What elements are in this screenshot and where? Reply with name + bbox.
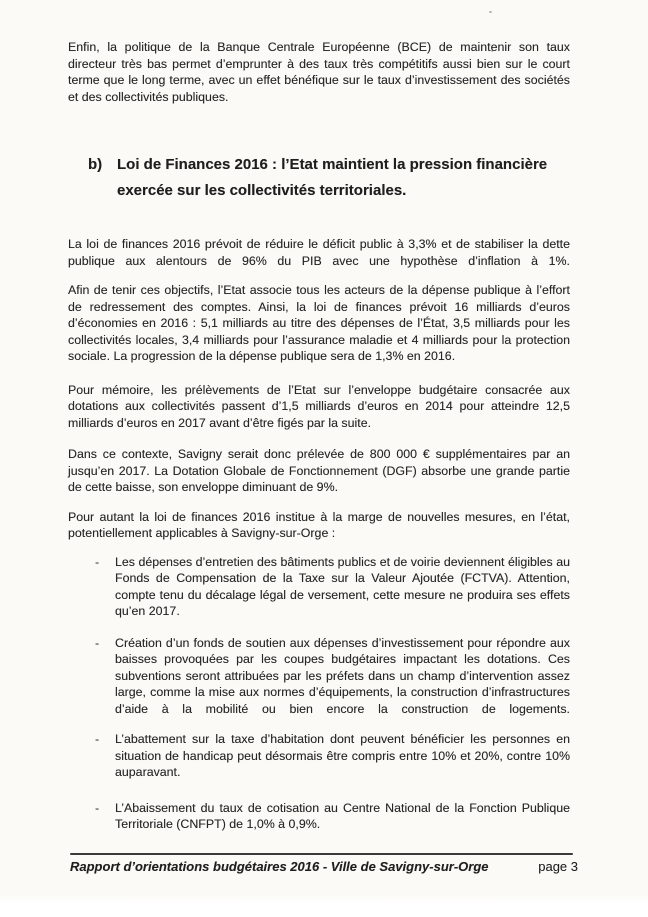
bullet-text: L’Abaissement du taux de cotisation au Centre National de la Fonction Publique Territoriale (CNFPT) de 1,0% à 0,9%. [115,800,570,831]
paragraph: La loi de finances 2016 prévoit de réduire le déficit public à 3,3% et de stabiliser la dette publique aux alentours de 96% du PIB avec une hypothèse d’inflation à 1%. [68,237,570,268]
bullet-dash: - [95,554,100,569]
bullet-text: Les dépenses d’entretien des bâtiments publics et de voirie deviennent éligibles au Fonds de Compensation de la Taxe sur la Valeur Ajoutée (FCTVA). Attention, compte tenu du décalage légal de versement, cette mesure ne produira ses effets qu’en 2017. [115,554,570,618]
bullet-dash: - [95,732,100,746]
footer-rule [70,853,573,855]
section-heading-text [117,152,557,204]
bullet-item [68,800,570,833]
footer-page-number: page 3 [538,859,578,874]
footer-report-title: Rapport d’orientations budgétaires 2016 - Ville de Savigny-sur-Orge [70,859,489,874]
footer [70,859,578,874]
paragraph: Pour mémoire, les prélèvements de l’Etat sur l’enveloppe budgétaire consacrée aux dotations aux collectivités passent d’1,5 milliards d’euros en 2014 pour atteindre 12,5 milliards d’euros en 2017 avant d’être figés par la suite. [68,382,570,430]
bullet-list [68,554,570,833]
section-heading-marker: b) [88,156,103,173]
intro-paragraph: Enfin, la politique de la Banque Centrale Européenne (BCE) de maintenir son taux directeur très bas permet d’emprunter à des taux très compétitifs aussi bien sur le court terme que le long terme, avec un effet bénéfique sur le taux d’investissement des sociétés et des collectivités publiques. [68,40,570,104]
paragraph: Pour autant la loi de finances 2016 institue à la marge de nouvelles mesures, en l’état, potentiellement applicables à Savigny-sur-Orge : [68,509,570,540]
bullet-item [68,635,570,718]
bullet-text: L’abattement sur la taxe d’habitation dont peuvent bénéficier les personnes en situation de handicap peut désormais être compris entre 10% et 20%, contre 10% auparavant. [115,732,570,779]
bullet-item [68,554,570,620]
bullet-dash: - [95,635,100,650]
bullet-item [68,731,570,781]
paragraph: Dans ce contexte, Savigny serait donc prélevée de 800 000 € supplémentaires par an jusqu’en 2017. La Dotation Globale de Fonctionnement (DGF) absorbe une grande partie de cette baisse, son enveloppe diminuant de 9%. [68,447,570,494]
page-content [68,0,570,833]
section-heading [88,152,570,204]
section-heading-line-2: exercée sur les collectivités territoriales. [117,182,407,199]
bullet-dash: - [95,800,100,815]
bullet-text: Création d’un fonds de soutien aux dépenses d’investissement pour répondre aux baisses provoquées par les coupes budgétaires impactant les dotations. Ces subventions seront attribuées par les préfets dans un champ d’intervention assez large, comme la mise aux normes d’équipements, la construction d’infrastructures d’aide à la mobilité ou bien encore la construction de logements. [115,635,570,716]
paragraph: Afin de tenir ces objectifs, l’Etat associe tous les acteurs de la dépense publique à l’effort de redressement des comptes. Ainsi, la loi de finances prévoit 16 milliards d’euros d’économies en 2016 : 5,1 milliards au titre des dépenses de l’État, 3,5 milliards pour les collectivités locales, 3,4 milliards pour l’assurance maladie et 4 milliards pour la protection sociale. La progression de la dépense publique sera de 1,3% en 2016. [68,283,570,363]
section-heading-line-1: Loi de Finances 2016 : l’Etat maintient la pression financière [117,156,548,173]
